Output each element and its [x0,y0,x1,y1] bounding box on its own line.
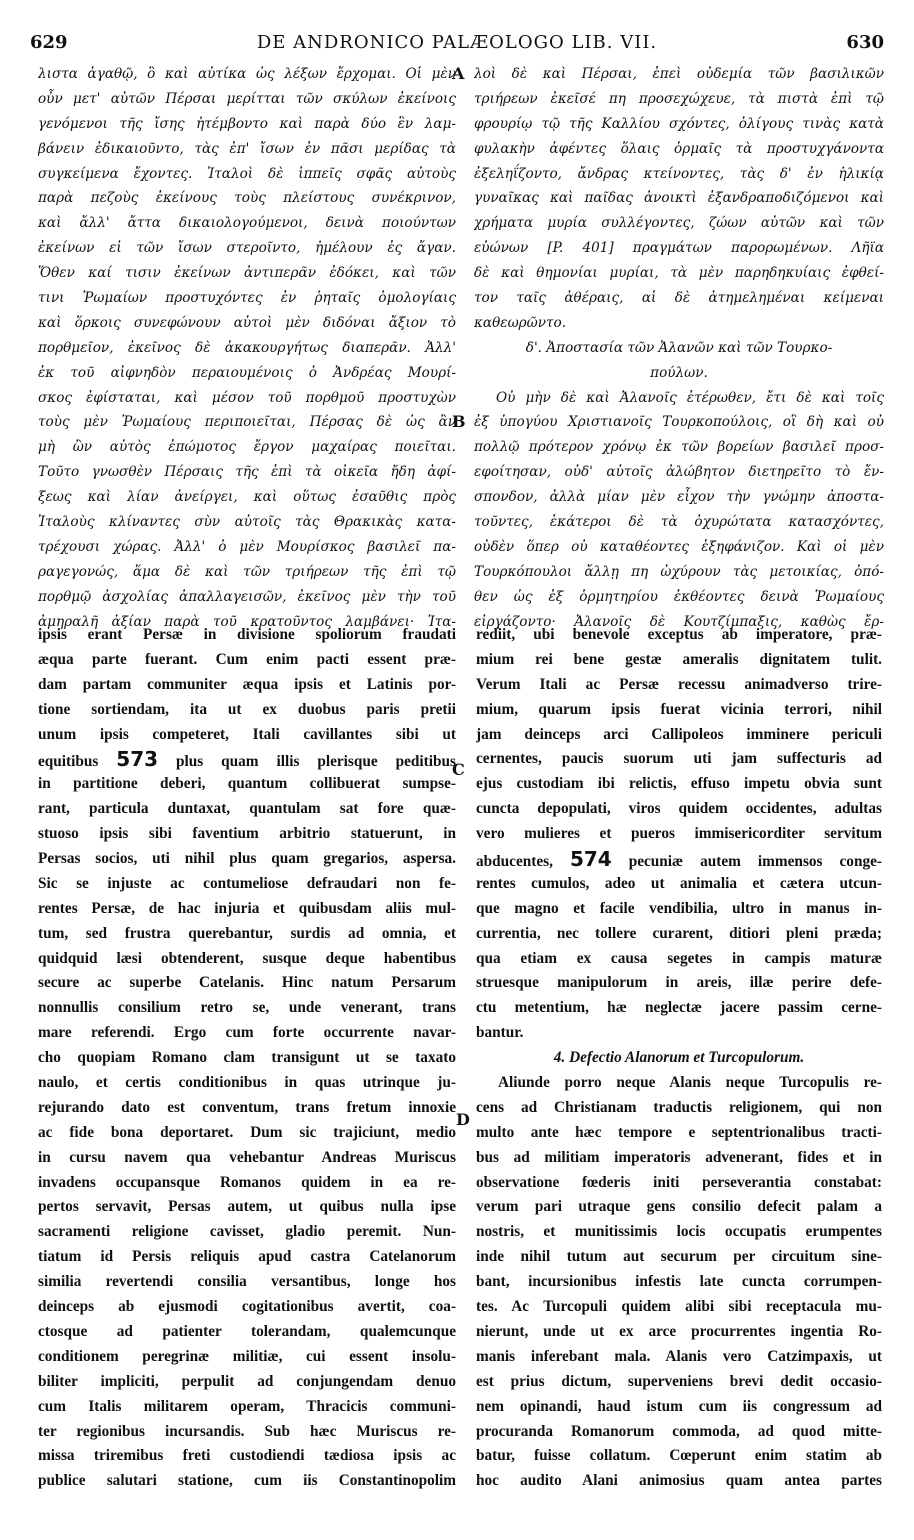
text-segment: rentes cumulos, adeo ut animalia et cætera utcun- [476,874,882,892]
text-line: εὐώνων [P. 401] πραγμάτων παρορωμένων. Λῆϊα [474,240,884,257]
edition-page-number: 574 [569,847,612,872]
text-line: γυναῖκας καὶ παῖδας ἀνοικτὶ ἐξανδραποδιζόμενοι καὶ [474,190,884,207]
text-line [38,1444,456,1469]
text-segment: hoc audito Alani animosius quam antea partes [476,1472,882,1490]
section-heading-latin: 4. Defectio Alanorum et Turcopulorum. [553,1049,805,1067]
text-segment: ter regionibus incursandis. Sub hæc Muriscus re- [38,1422,456,1440]
text-line: λοὶ δὲ καὶ Πέρσαι, ἐπεὶ οὐδεμία τῶν βασιλικῶν [474,66,884,82]
text-line: χρήματα μυρία συλλέγοντες, ζώων αὐτῶν καὶ τῶν [474,215,884,232]
text-segment: vero mulieres et pueros immisericorditer servitum [476,825,882,843]
text-line: ἀμηραλῆ ἀξίαν παρὰ τοῦ κρατοῦντος λαμβάνει· Ἰτα- [38,613,456,630]
text-line: τοῦντες, ἑκάτεροι δὲ τὰ ὀχυρώτατα κατασχόντες, [474,514,884,531]
text-segment: pertos servavit, Persas autem, ut quibus nulla ipse [38,1198,456,1216]
text-segment: bant, incursionibus infestis late cuncta corrumpen- [476,1273,882,1291]
text-line [476,648,882,673]
text-segment: Persas socios, uti nihil plus quam gregarios, aspersa. [38,850,456,868]
text-segment: publice salutari statione, cum iis Constantinopolim [38,1472,456,1490]
text-line: ἐκείνων εἰ τῶν ἴσων στεροῖντο, ἠμέλουν ἐς ἄγαν. [38,240,456,257]
text-segment: Sic se injuste ac contumeliose defraudari non fe- [38,874,456,892]
text-segment: currentia, nec tollere curarent, ditiori pleni præda; [476,924,882,942]
text-segment: mium, quarum ipsis fuerat vicinia terrori, nihil [476,700,882,718]
latin-column-right [476,623,882,1494]
text-line [476,971,882,996]
text-segment: manis inferebant mala. Alanis vero Catzimpaxis, ut [476,1347,882,1365]
text-line [476,1220,882,1245]
text-line [476,1370,882,1395]
text-segment: nierunt, unde ut ex arce procurrentes ingentia Ro- [476,1322,882,1340]
text-segment: nem opinandi, haud istum cum iis congressum ad [476,1397,882,1415]
text-line: τρέχουσι χώρας. Ἀλλ' ὁ μὲν Μουρίσκος βασιλεῖ πα- [38,538,456,555]
greek-column-left [38,62,456,634]
text-line [38,1245,456,1270]
text-segment: ctosque ad patienter tolerandam, qualemcunque [38,1322,456,1340]
page-number-left: 629 [30,32,68,53]
text-segment: deinceps ab ejusmodi cogitationibus avertit, coa- [38,1298,456,1316]
greek-column-right [474,62,884,634]
text-line [476,1245,882,1270]
text-line [38,996,456,1021]
text-segment: Aliunde porro neque Alanis neque Turcopulis re- [498,1074,882,1092]
text-segment: que magno et facile vendibilia, ultro in manus in- [476,899,882,917]
text-segment: invadens occupansque Romanos quidem in ea re- [38,1173,456,1191]
text-segment: observatione fœderis initi perseverantia constabat: [476,1173,882,1191]
text-line [38,1021,456,1046]
text-segment: plus quam illis plerisque peditibus [158,753,456,771]
text-line: ἐξ ὑπογύου Χριστιανοῖς Τουρκοπούλοις, οἳ δὴ καὶ οὐ [474,414,884,431]
text-line: Ἰταλοὺς κλίναντες σὺν αὐτοῖς τὰς Θρακικὰς κατα- [38,514,456,531]
text-line [476,1146,882,1171]
text-line [38,922,456,947]
text-line [38,1220,456,1245]
text-line [38,772,456,797]
text-line [38,1395,456,1420]
text-line [476,1469,882,1494]
text-segment: struesque manipulorum in areis, illæ perire defe- [476,974,882,992]
text-line [476,872,882,897]
text-line: τριήρεων ἐκεῖσέ πη προσεχώχευε, τὰ πιστὰ ἐπὶ τῷ [474,90,884,107]
text-line: τινι Ῥωμαίων προστυχόντες ἐν ῥηταῖς ὁμολογίαις [38,290,456,307]
text-segment: cernentes, paucis suorum uti jam suffecturis ad [476,750,882,768]
text-line: πορθμῷ ἀσχολίας ἀπαλλαγεισῶν, ἐκεῖνος μὲν τὴν τοῦ [38,588,456,605]
text-line [476,747,882,772]
text-segment: unum ipsis competeret, Itali cavillantes sibi ut [38,725,456,743]
text-line [38,623,456,648]
text-line [38,1370,456,1395]
text-line: σπονδον, ἀλλὰ μίαν μὲν εἶχον τὴν γνώμην ἀποστα- [474,489,884,506]
section-heading-greek: δ'. Ἀποστασία τῶν Ἀλανῶν καὶ τῶν Τουρκο- [525,339,833,356]
text-segment: ctu metentium, hæ neglectæ jacere passim cerne- [476,999,882,1017]
text-line [38,1096,456,1121]
text-line [476,897,882,922]
text-line [38,1121,456,1146]
text-segment: æqua parte fuerant. Cum enim pacti essent præ- [38,650,456,668]
margin-marker-c: C [452,760,465,779]
text-segment: mare referendi. Ergo cum forte occurrente navar- [38,1024,456,1042]
text-line [476,1295,882,1320]
text-line: Τοῦτο γνωσθὲν Πέρσαις τῆς ἐπὶ τὰ οἰκεῖα ἤδη ἀφί- [38,464,456,481]
text-line: εφοίτησαν, οὐδ' αὐτοῖς ἀλώβητον διετηρεῖτο τὸ ἔν- [474,464,884,481]
text-line: συγκείμενα ἔχοντες. Ἰταλοὶ δὲ ἱππεῖς σφᾶς αὐτοὺς [38,165,456,182]
text-line [38,698,456,723]
text-segment: in cursu navem qua vehebantur Andreas Muriscus [38,1148,456,1166]
text-line [476,1021,882,1046]
text-line [476,772,882,797]
text-line [38,1146,456,1171]
text-line: ραγεγονώς, ἅμα δὲ καὶ τῶν τριήρεων τῆς ἐπὶ τῷ [38,563,456,580]
text-segment: tes. Ac Turcopuli quidem alibi sibi receptacula mu- [476,1298,882,1316]
text-segment: tione sortiendam, ita ut ex duobus paris pretii [38,700,456,718]
text-line: πορθμεῖον, ἐκεῖνος δὲ ἀκακουργήτως διαπερᾶν. Ἀλλ' [38,339,456,356]
text-line [38,1345,456,1370]
text-line [476,698,882,723]
text-segment: cuncta depopulati, viros quidem occidentes, adultas [476,800,882,818]
text-segment: nonnullis consilium retro se, unde venerant, trans [38,999,456,1017]
text-line [38,723,456,748]
text-segment: nostris, et munitissimis locis occupatis erumpentes [476,1223,882,1241]
text-line: σκος ἐφίσταται, καὶ μέσον τοῦ πορθμοῦ προστυχὼν [38,389,456,406]
margin-marker-a: A [452,64,465,83]
text-segment: ac fide bona deportaret. Dum sic trajiciunt, medio [38,1123,456,1141]
text-segment: verum pari utraque gens consilio defecit palam a [476,1198,882,1216]
margin-marker-d: D [456,1110,470,1129]
latin-column-left [38,623,456,1494]
text-segment: Verum Itali ac Persæ recessu animadverso trire- [476,675,882,693]
text-line: εἰργάζοντο· Ἀλανοῖς δὲ Κουτζίμπαξις, καθὼς ἔρ- [474,613,884,630]
text-segment: rant, particula duntaxat, quantulam sat fore quæ- [38,800,456,818]
text-line: ἐξεληΐζοντο, ἄνδρας κτείνοντες, τὰς δ' ἐν ἡλικίᾳ [474,165,884,182]
text-line [38,648,456,673]
text-line [476,1096,882,1121]
text-line [38,1046,456,1071]
text-segment: in partitione deberi, quantum collibuerat sumpse- [38,775,456,793]
text-line [38,1195,456,1220]
text-line [38,1171,456,1196]
text-line: Οὐ μὴν δὲ καὶ Ἀλανοῖς ἑτέρωθεν, ἔτι δὲ καὶ τοῖς [496,389,884,406]
text-line [476,1444,882,1469]
text-line [38,1469,456,1494]
text-segment: inde nihil tutum aut securum per circuitum sine- [476,1248,882,1266]
text-segment: mium rei bene gestæ ameralis dignitatem tulit. [476,650,882,668]
text-line [476,623,882,648]
text-line [38,1295,456,1320]
text-line: πολλῷ πρότερον χρόνῳ ἐκ τῶν βορείων βασιλεῖ προσ- [474,439,884,456]
text-segment: tiatum id Persis reliquis apud castra Catelanorum [38,1248,456,1266]
section-heading-greek: πούλων. [650,364,708,381]
text-line [38,1420,456,1445]
text-line [38,847,456,872]
running-title: DE ANDRONICO PALÆOLOGO LIB. VII. [256,32,658,53]
text-segment: cho quopiam Romano clam transigunt ut se taxato [38,1049,456,1067]
text-line [476,922,882,947]
text-line [476,822,882,847]
text-line: δὲ καὶ θημονίαι μυρίαι, τὰ μὲν παρηδηκυίαις ἐφθεί- [474,265,884,282]
margin-marker-b: B [452,412,466,431]
text-line [476,1071,882,1096]
text-segment: pecuniæ autem immensos conge- [611,853,882,871]
text-line [476,1320,882,1345]
text-segment: missa triremibus freti custodiendi tædiosa ipsis ac [38,1447,456,1465]
text-line: θεν ὡς ἐξ ὁρμητηρίου ἐκθέοντες δεινὰ Ῥωμαίους [474,588,884,605]
text-line [476,723,882,748]
text-line: καὶ ὅρκοις συνεφώνουν αὐτοὶ μὲν διδόναι ἄξιον τὸ [38,314,456,331]
text-line: γενόμενοι τῆς ἴσης ἠτέμβοντο καὶ παρὰ δύο ἓν λαμ- [38,115,456,132]
text-line [38,797,456,822]
text-segment: abducentes, [476,853,570,871]
text-segment: qua etiam ex causa segetes in campis maturæ [476,949,882,967]
text-segment: tum, sed frustra querebantur, surdis ad omnia, et [38,924,456,942]
text-segment: bus ad militiam imperatoris advenerant, fides et in [476,1148,882,1166]
text-line [38,971,456,996]
text-segment: est prius dictum, superveniens brevi dedit occasio- [476,1372,882,1390]
text-line: τον ταῖς ἀθέραις, αἱ δὲ ἀτημελημέναι κείμεναι [474,290,884,307]
text-segment: quidquid læsi obtenderent, susque deque habentibus [38,949,456,967]
text-segment: rentes Persæ, de hac injuria et quibusdam aliis mul- [38,899,456,917]
text-segment: cens ad Christianam traductis religionem, qui non [476,1098,882,1116]
text-line: οὖν μετ' αὐτῶν Πέρσαι μερίτται τῶν σκύλων ἐκείνοις [38,90,456,107]
text-line [476,1171,882,1196]
text-segment: ejus custodiam ibi relictis, effuso impetu obvia sunt [476,775,882,793]
text-line: καὶ ἄλλ' ἄττα δικαιολογούμενοι, δεινὰ ποιούντων [38,215,456,232]
text-line: παρὰ πεζοὺς ἐκείνους τοὺς πλείστους συνέκρινον, [38,190,456,207]
text-line [38,673,456,698]
text-segment: stuoso ipsis sibi faventium arbitrio statuerunt, in [38,825,456,843]
text-line [476,1195,882,1220]
text-line: Τουρκόπουλοι ἄλλῃ πη ὠχύρουν τὰς μετοικίας, ὁπό- [474,563,884,580]
text-line [38,747,456,772]
text-segment: cum Italis militarem operam, Thracicis communi- [38,1397,456,1415]
text-segment: sacramenti religione cavisset, gladio peremit. Nun- [38,1223,456,1241]
text-segment: biliter impliciti, perpulit ad conjungendam denuo [38,1372,456,1390]
text-line [476,673,882,698]
text-line [476,797,882,822]
text-segment: dam partam communiter æqua ipsis et Latinis por- [38,675,456,693]
text-segment: rejurando dato est conventum, trans fretum innoxie [38,1098,456,1116]
text-line [38,822,456,847]
text-line [38,897,456,922]
text-line [476,947,882,972]
text-line [476,847,882,872]
text-line [476,1420,882,1445]
text-segment: secure ac superbe Catelanis. Hinc natum Persarum [38,974,456,992]
text-line [476,1395,882,1420]
text-line: φρουρίῳ τῷ τῆς Καλλίου σχόντες, ὀλίγους τινὰς κατὰ [474,115,884,132]
text-line [476,1121,882,1146]
text-line [476,1270,882,1295]
text-segment: batur, fuisse collatum. Cœperunt enim statim ab [476,1447,882,1465]
text-line: λιστα ἀγαθῷ, ὃ καὶ αὐτίκα ὡς λέξων ἔρχομαι. Οἱ μὲν [38,66,456,82]
text-line [38,1270,456,1295]
text-line [38,1320,456,1345]
text-line: μὴ ὢν αὐτὸς ἐπώμοτος ἔργον μαχαίρας ποιεῖται. [38,439,456,456]
text-line: ἐκ τοῦ αἰφνηδὸν περαιουμένοις ὁ Ἀνδρέας Μουρί- [38,364,456,381]
text-segment: bantur. [476,1024,524,1042]
text-segment: jam deinceps arci Callipoleos imminere periculi [476,725,882,743]
text-line [476,1345,882,1370]
text-segment: conditionem peregrinæ militiæ, cui essent insolu- [38,1347,456,1365]
text-line: βάνειν ἐδικαιοῦντο, τὰς ἐπ' ἴσων ἐν πᾶσι μερίδας τὰ [38,140,456,157]
text-segment: similia revertendi consilia versantibus, longe hos [38,1273,456,1291]
text-segment: naulo, et certis conditionibus in quas utrinque ju- [38,1074,456,1092]
edition-page-number: 573 [116,747,159,772]
text-segment: procuranda Romanorum commoda, ad quod mitte- [476,1422,882,1440]
text-segment: multo ante hæc tempore e septentrionalibus tracti- [476,1123,882,1141]
text-line: τοὺς μὲν Ῥωμαίους περιποιεῖται, Πέρσας δὲ ὡς ἂν [38,414,456,431]
text-line: φυλακὴν ἀφέντες ὅλαις ὁρμαῖς τὰ προστυχγάνοντα [474,140,884,157]
text-segment: equitibus [38,753,117,771]
text-segment: rediit, ubi benevole exceptus ab imperatore, præ- [476,626,882,643]
text-line: καθεωρῶντο. [474,314,567,331]
text-line [38,1071,456,1096]
text-line: οὐδὲν ὅπερ οὐ καταθέοντες ἐξηφάνιζον. Καὶ οἱ μὲν [474,538,884,555]
page-number-right: 630 [846,32,884,53]
text-line: Ὅθεν καί τισιν ἐκείνων ἀντιπερᾶν ἐδόκει, καὶ τῶν [38,265,456,282]
text-segment: ipsis erant Persæ in divisione spoliorum fraudati [38,626,456,643]
page-header [30,32,884,58]
text-line [476,996,882,1021]
text-line [38,872,456,897]
text-line: ξεως καὶ λίαν ἀνείργει, καὶ οὕτως ἐσαῦθις πρὸς [38,489,456,506]
text-line [38,947,456,972]
